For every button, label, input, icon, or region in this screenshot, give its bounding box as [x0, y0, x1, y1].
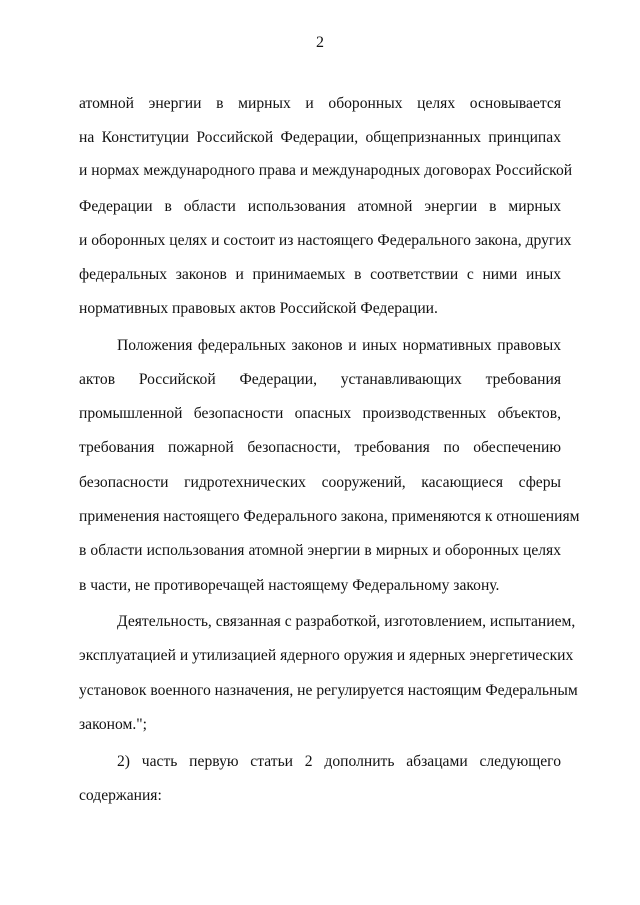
text-line: и оборонных целях и состоит из настоящего Федерального закона, других: [79, 232, 572, 249]
text-line: атомной энергии в мирных и оборонных целях основывается: [79, 95, 561, 112]
text-line: федеральных законов и принимаемых в соответствии с ними иных: [79, 266, 561, 283]
text-line: на Конституции Российской Федерации, общепризнанных принципах: [79, 129, 561, 146]
text-line: содержания:: [79, 787, 162, 804]
text-line: законом.";: [79, 716, 147, 733]
text-line: актов Российской Федерации, устанавливающих требования: [79, 371, 561, 388]
text-line: промышленной безопасности опасных производственных объектов,: [79, 405, 561, 422]
text-line: установок военного назначения, не регулируется настоящим Федеральным: [79, 682, 578, 699]
text-line: эксплуатацией и утилизацией ядерного оружия и ядерных энергетических: [79, 647, 574, 664]
text-line: в области использования атомной энергии в мирных и оборонных целях: [79, 542, 561, 559]
text-line: применения настоящего Федерального закона, применяются к отношениям: [79, 508, 580, 525]
page-number: 2: [316, 34, 324, 51]
text-line: Федерации в области использования атомной энергии в мирных: [79, 198, 561, 215]
text-line: Положения федеральных законов и иных нормативных правовых: [117, 337, 561, 354]
text-line: Деятельность, связанная с разработкой, изготовлением, испытанием,: [117, 613, 576, 630]
text-line: и нормах международного права и международных договорах Российской: [79, 162, 573, 179]
text-line: 2) часть первую статьи 2 дополнить абзацами следующего: [117, 753, 561, 770]
text-line: нормативных правовых актов Российской Федерации.: [79, 300, 438, 317]
text-line: безопасности гидротехнических сооружений, касающиеся сферы: [79, 474, 561, 491]
text-line: требования пожарной безопасности, требования по обеспечению: [79, 439, 561, 456]
text-line: в части, не противоречащей настоящему Федеральному закону.: [79, 577, 500, 594]
